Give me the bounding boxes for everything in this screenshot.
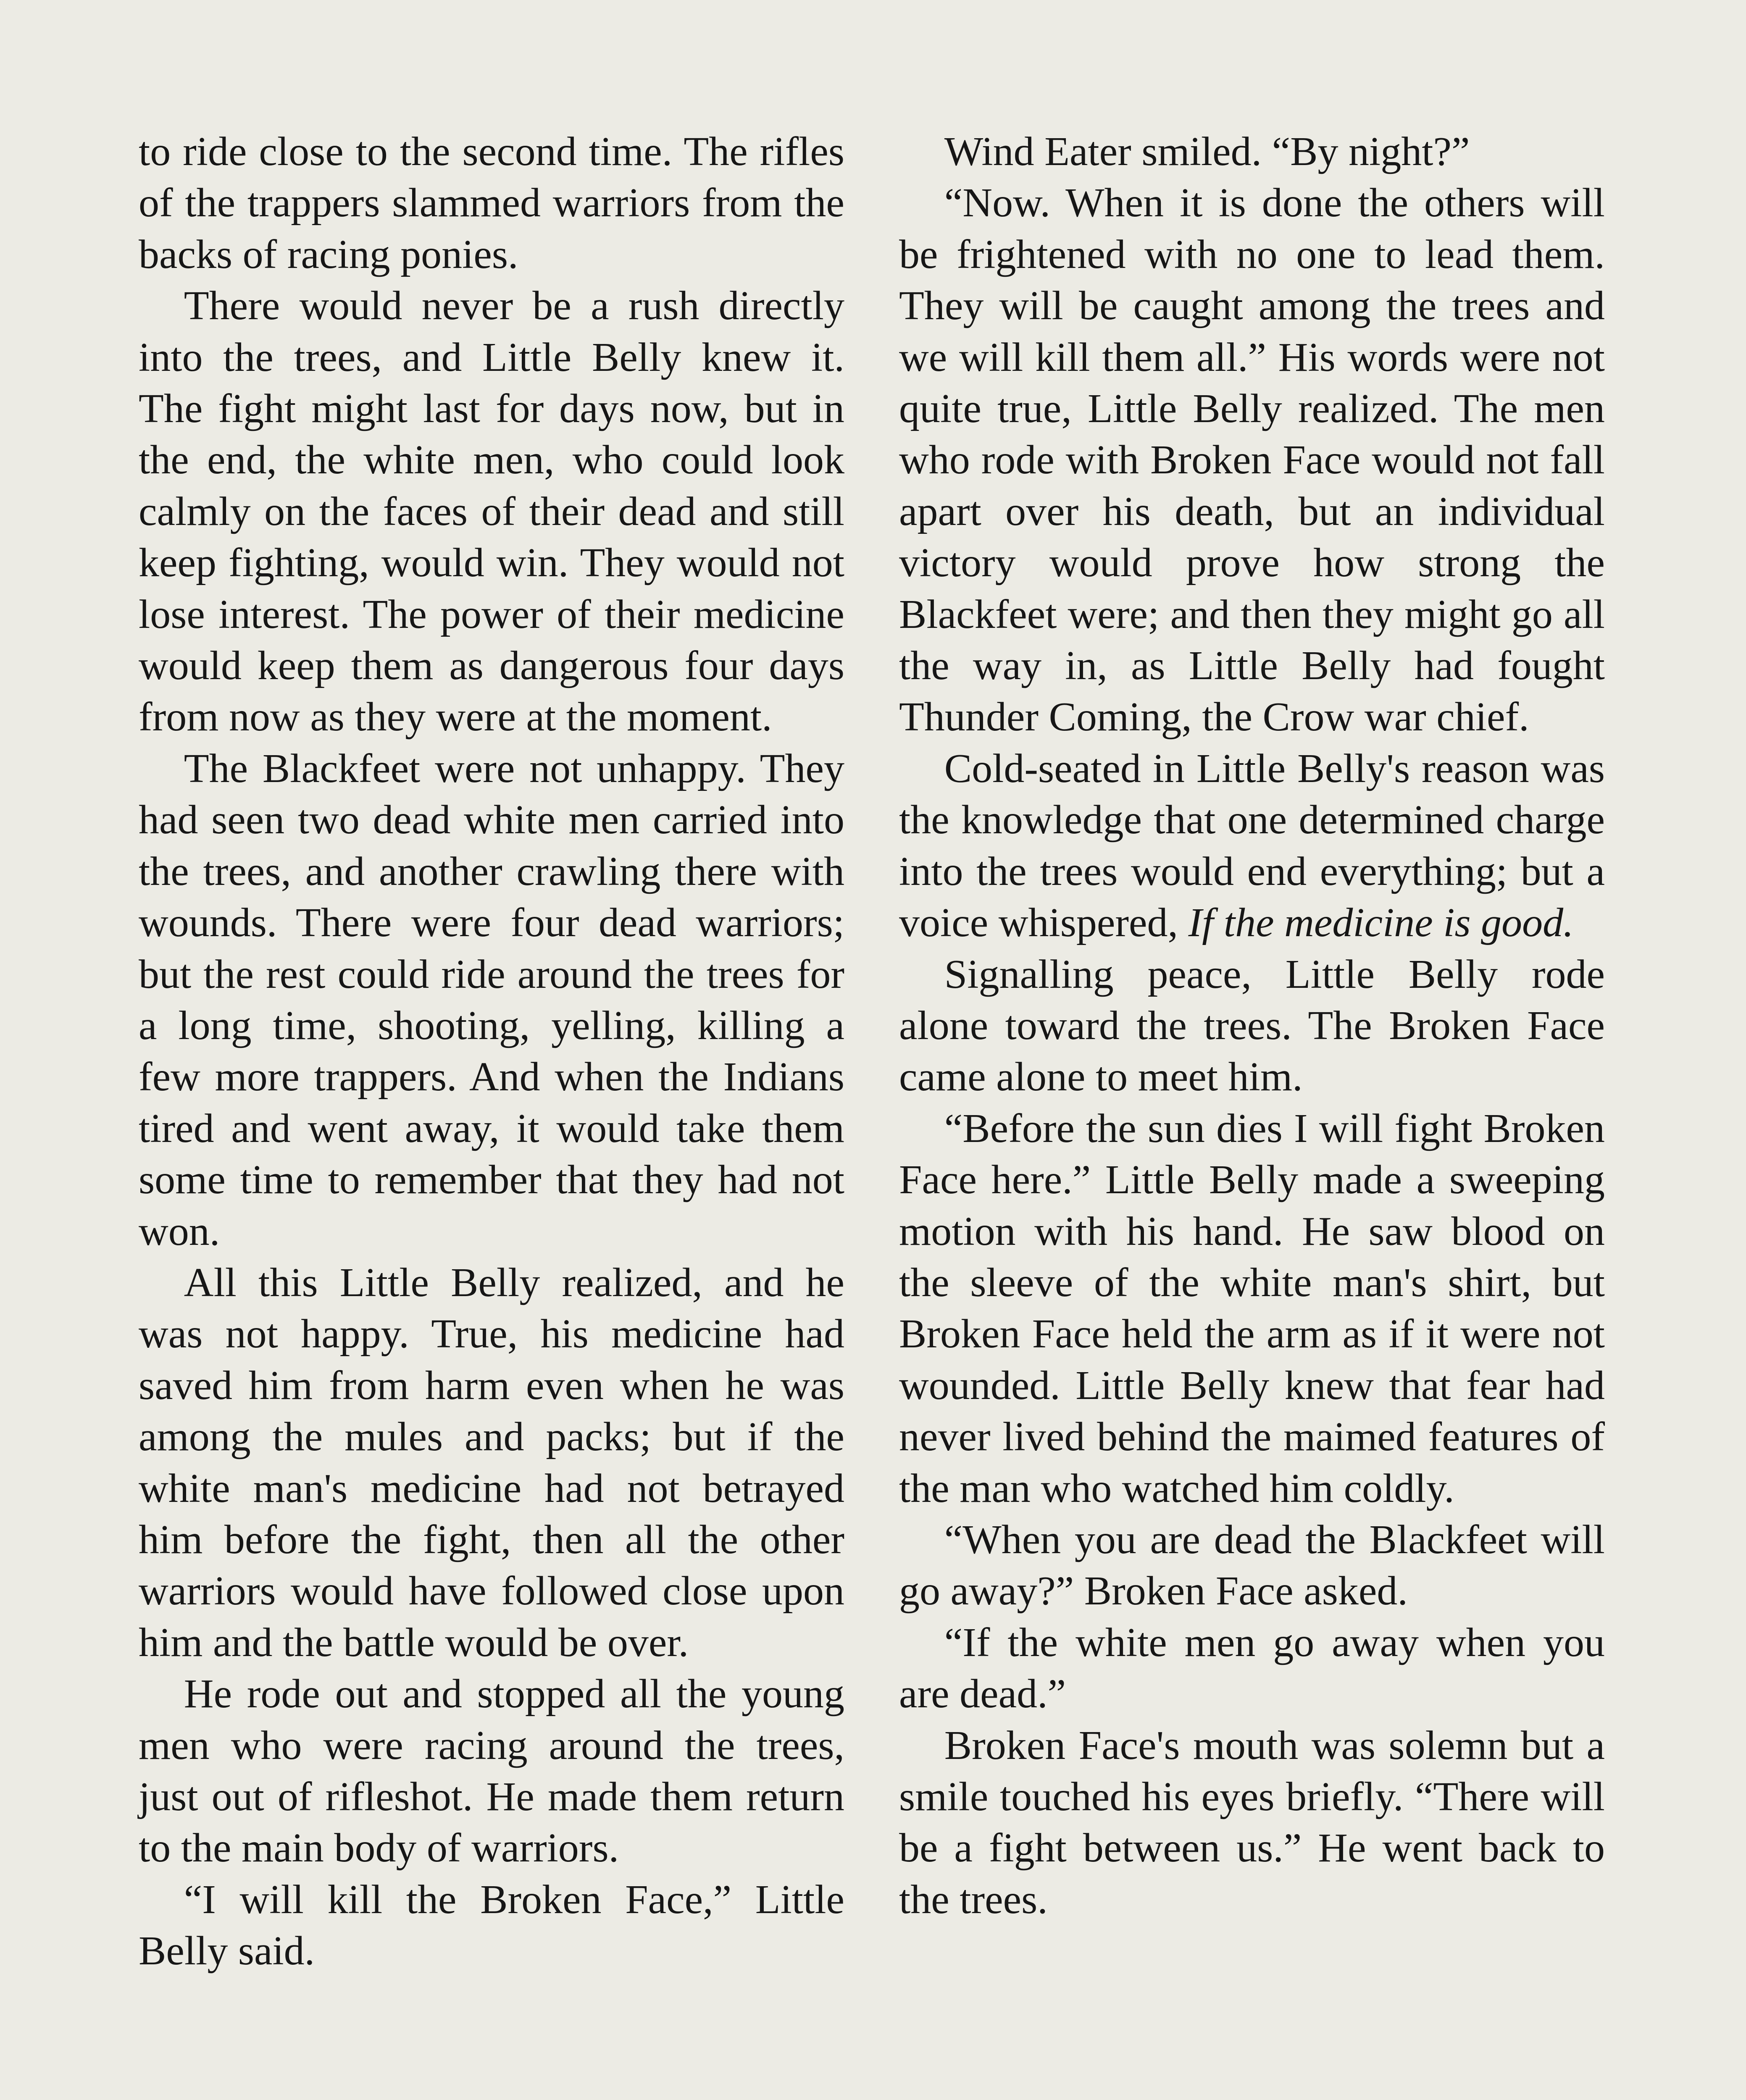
left-text-column [139,126,844,1977]
paragraph: “Now. When it is done the others will be frightened with no one to lead them. They will be caught among the trees and we will kill them all.” His words were not quite true, Little Belly realized. The men who rode with Broken Face would not fall apart over his death, but an individual victory would prove how strong the Blackfeet were; and then they might go all the way in, as Little Belly had fought Thunder Coming, the Crow war chief. [899,180,1605,740]
paragraph: Wind Eater smiled. “By night?” [944,129,1470,174]
paragraph: Signalling peace, Little Belly rode alone toward the trees. The Broken Face came alone to meet him. [899,951,1605,1100]
paragraph: “I will kill the Broken Face,” Little Belly said. [139,1877,844,1974]
paragraph [899,743,1605,949]
paragraph: “If the white men go away when you are dead.” [899,1620,1605,1717]
paragraph: “Before the sun dies I will fight Broken Face here.” Little Belly made a sweeping motion with his hand. He saw blood on the sleeve of the white man's shirt, but Broken Face held the arm as if it were not wounded. Little Belly knew that fear had never lived behind the maimed features of the man who watched him coldly. [899,1105,1605,1511]
paragraph: All this Little Belly realized, and he was not happy. True, his medicine had saved him from harm even when he was among the mules and packs; but if the white man's medicine had not betrayed him before the fight, then all the other warriors would have followed close upon him and the battle would be over. [139,1260,844,1665]
right-text-column [899,126,1605,1925]
paragraph-text: Cold-seated in Little Belly's reason was the knowledge that one determined charge into the trees would end everything; but a voice whispered, [899,746,1605,946]
italic-phrase: If the medicine is good. [1188,900,1574,946]
paragraph: There would never be a rush directly into the trees, and Little Belly knew it. The fight might last for days now, but in the end, the white men, who could look calmly on the faces of their dead and still keep fighting, would win. They would not lose interest. The power of their medicine would keep them as dangerous four days from now as they were at the moment. [139,283,844,740]
paragraph: to ride close to the second time. The rifles of the trappers slammed warriors from the backs of racing ponies. [139,129,844,277]
paragraph: Broken Face's mouth was solemn but a smile touched his eyes briefly. “There will be a fight between us.” He went back to the trees. [899,1722,1605,1922]
paragraph: The Blackfeet were not unhappy. They had seen two dead white men carried into the trees, and another crawling there with wounds. There were four dead warriors; but the rest could ride around the trees for a long time, shooting, yelling, killing a few more trappers. And when the Indians tired and went away, it would take them some time to remember that they had not won. [139,746,844,1254]
paragraph: He rode out and stopped all the young men who were racing around the trees, just out of rifleshot. He made them return to the main body of warriors. [139,1671,844,1871]
paragraph: “When you are dead the Blackfeet will go away?” Broken Face asked. [899,1517,1605,1614]
